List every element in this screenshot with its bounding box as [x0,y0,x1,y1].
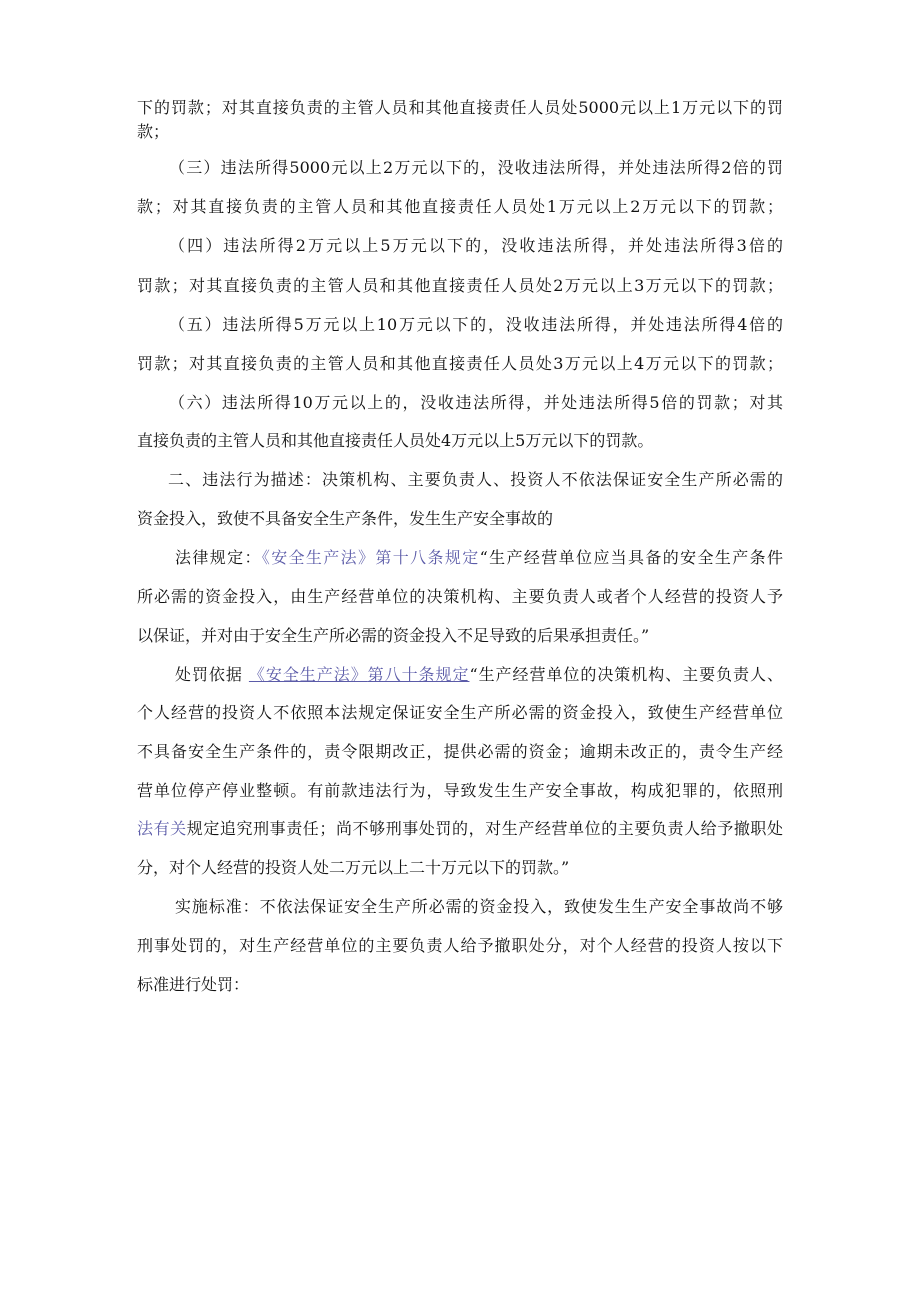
text-line [137,741,783,763]
text-line [137,508,783,530]
text-line [175,547,783,569]
law-title-link[interactable]: 《安全生产法》 [248,665,368,684]
text-line [137,97,783,119]
text-line [137,780,783,802]
text-line [137,857,783,879]
line-text: 规定追究刑事责任；尚不够刑事处罚的，对生产经营单位的主要负责人给予撤职处 [186,819,783,838]
text-line [169,392,783,414]
line-text: “生产经营单位的决策机构、主要负责人、 [469,665,783,684]
line-text: 分，对个人经营的投资人处二万元以上二十万元以下的罚款。” [137,858,570,877]
line-text: 以保证，并对由于安全生产所必需的资金投入不足导致的后果承担责任。” [137,626,650,645]
text-line [169,235,783,257]
text-line [137,625,783,647]
text-line [169,314,783,336]
text-line [137,121,783,143]
law-reference-link[interactable]: 法有关 [137,819,187,838]
line-text: 资金投入，致使不具备安全生产条件，发生生产安全事故的 [137,509,554,528]
text-line [175,664,783,686]
line-text: （四）违法所得2万元以上5万元以下的，没收违法所得，并处违法所得3倍的 [169,236,783,255]
text-line [175,896,783,918]
line-text: 处罚依据 [175,665,249,684]
law-article-link[interactable]: 《安全生产法》第十八条规定 [261,548,480,567]
line-text: 款；对其直接负责的主管人员和其他直接责任人员处1万元以上2万元以下的罚款； [137,197,783,216]
line-text: 不具备安全生产条件的，责令限期改正，提供必需的资金；逾期未改正的，责令生产经 [137,742,783,761]
line-text: 直接负责的主管人员和其他直接责任人员处4万元以上5万元以下的罚款。 [137,431,654,450]
text-line [137,974,783,996]
text-line [137,702,783,724]
text-line [137,353,783,375]
text-line [137,586,783,608]
line-text: 罚款；对其直接负责的主管人员和其他直接责任人员处3万元以上4万元以下的罚款； [137,354,783,373]
text-line [137,196,783,218]
line-text: （五）违法所得5万元以上10万元以下的，没收违法所得，并处违法所得4倍的 [169,315,783,334]
text-line [168,469,783,491]
text-line [137,935,783,957]
line-text: 标准进行处罚： [137,975,250,994]
line-text: “生产经营单位应当具备的安全生产条件 [479,548,783,567]
line-text: （三）违法所得5000元以上2万元以下的，没收违法所得，并处违法所得2倍的罚 [169,158,783,177]
line-text: 二、违法行为描述：决策机构、主要负责人、投资人不依法保证安全生产所必需的 [168,470,783,489]
line-text: 营单位停产停业整顿。有前款违法行为，导致发生生产安全事故，构成犯罪的，依照刑 [137,781,783,800]
line-text: 个人经营的投资人不依照本法规定保证安全生产所必需的资金投入，致使生产经营单位 [137,703,783,722]
line-text: 下的罚款；对其直接负责的主管人员和其他直接责任人员处5000元以上1万元以下的罚 [137,98,783,117]
line-text: 款； [137,122,170,141]
law-article-link[interactable]: 第八十条规定 [367,665,470,684]
text-line [137,818,783,840]
text-line [169,157,783,179]
line-text: 实施标准：不依法保证安全生产所必需的资金投入，致使发生生产安全事故尚不够 [175,897,783,916]
line-text: 刑事处罚的，对生产经营单位的主要负责人给予撤职处分，对个人经营的投资人按以下 [137,936,783,955]
line-text: （六）违法所得10万元以上的，没收违法所得，并处违法所得5倍的罚款；对其 [169,393,783,412]
text-line [137,275,783,297]
line-text: 所必需的资金投入，由生产经营单位的决策机构、主要负责人或者个人经营的投资人予 [137,587,783,606]
text-line [137,430,783,452]
line-text: 法律规定： [175,548,262,567]
line-text: 罚款；对其直接负责的主管人员和其他直接责任人员处2万元以上3万元以下的罚款； [137,276,783,295]
